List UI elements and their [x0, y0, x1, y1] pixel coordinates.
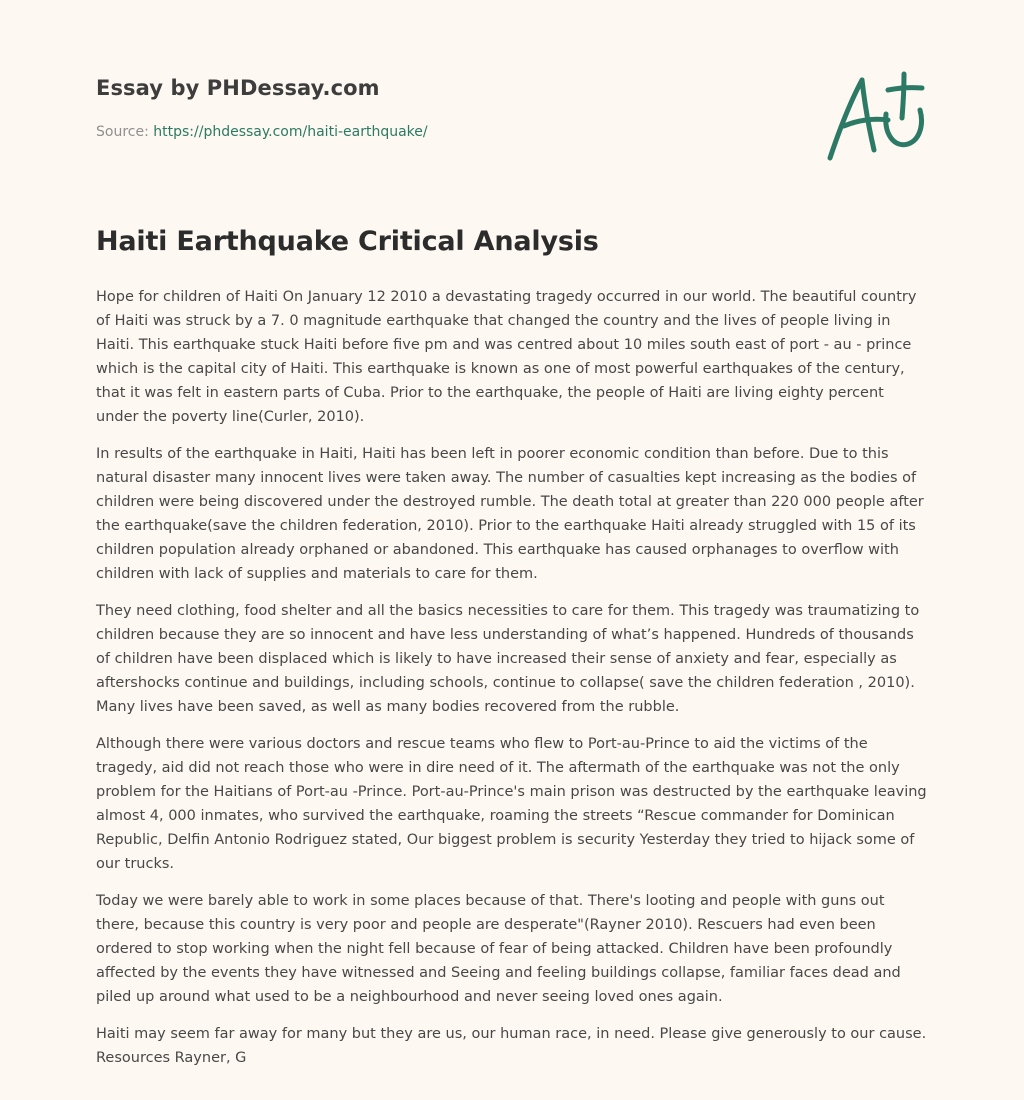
source-line — [96, 124, 428, 140]
essay-paragraph: They need clothing, food shelter and all the basics necessities to care for them. This tragedy was traumatizing to children because they are so innocent and have less understanding of what’s happened. Hundreds of thousands of children have been displaced which is likely to have increased their sense of anxiety and fear, especially as aftershocks continue and buildings, including schools, continue to collapse( save the children federation , 2010). Many lives have been saved, as well as many bodies recovered from the rubble. — [96, 603, 920, 715]
essay-paragraph: Although there were various doctors and rescue teams who flew to Port-au-Prince to aid the victims of the tragedy, aid did not reach those who were in dire need of it. The aftermath of the earthquake was not the only problem for the Haitians of Port-au -Prince. Port-au-Prince's main prison was destructed by the earthquake leaving almost 4, 000 inmates, who survived the earthquake, roaming the streets “Rescue commander for Dominican Republic, Delfin Antonio Rodriguez stated, Our biggest problem is security Yesterday they tried to hijack some of our trucks. — [96, 736, 927, 872]
a-plus-grade-icon — [822, 68, 928, 164]
source-link[interactable]: https://phdessay.com/haiti-earthquake/ — [153, 124, 428, 140]
source-label: Source: — [96, 124, 149, 140]
essay-body — [96, 285, 930, 1083]
essay-paragraph: In results of the earthquake in Haiti, Haiti has been left in poorer economic condition than before. Due to this natural disaster many innocent lives were taken away. The number of casualties kept increasing as the bodies of children were being discovered under the destroyed rumble. The death total at greater than 220 000 people after the earthquake(save the children federation, 2010). Prior to the earthquake Haiti already struggled with 15 of its children population already orphaned or abandoned. This earthquake has caused orphanages to overflow with children with lack of supplies and materials to care for them. — [96, 446, 924, 582]
essay-title: Haiti Earthquake Critical Analysis — [96, 226, 599, 257]
essay-paragraph: Today we were barely able to work in some places because of that. There's looting and people with guns out there, because this country is very poor and people are desperate"(Rayner 2010). Rescuers had even been ordered to stop working when the night fell because of fear of being attacked. Children have been profoundly affected by the events they have witnessed and Seeing and feeling buildings collapse, familiar faces dead and piled up around what used to be a neighbourhood and never seeing loved ones again. — [96, 893, 901, 1005]
essay-paragraph: Haiti may seem far away for many but they are us, our human race, in need. Please give generously to our cause. Resources Rayner, G — [96, 1026, 927, 1066]
site-title: Essay by PHDessay.com — [96, 76, 380, 100]
essay-paragraph: Hope for children of Haiti On January 12 2010 a devastating tragedy occurred in our world. The beautiful country of Haiti was struck by a 7. 0 magnitude earthquake that changed the country and the lives of people living in Haiti. This earthquake stuck Haiti before five pm and was centred about 10 miles south east of port - au - prince which is the capital city of Haiti. This earthquake is known as one of most powerful earthquakes of the century, that it was felt in eastern parts of Cuba. Prior to the earthquake, the people of Haiti are living eighty percent under the poverty line(Curler, 2010). — [96, 289, 917, 425]
